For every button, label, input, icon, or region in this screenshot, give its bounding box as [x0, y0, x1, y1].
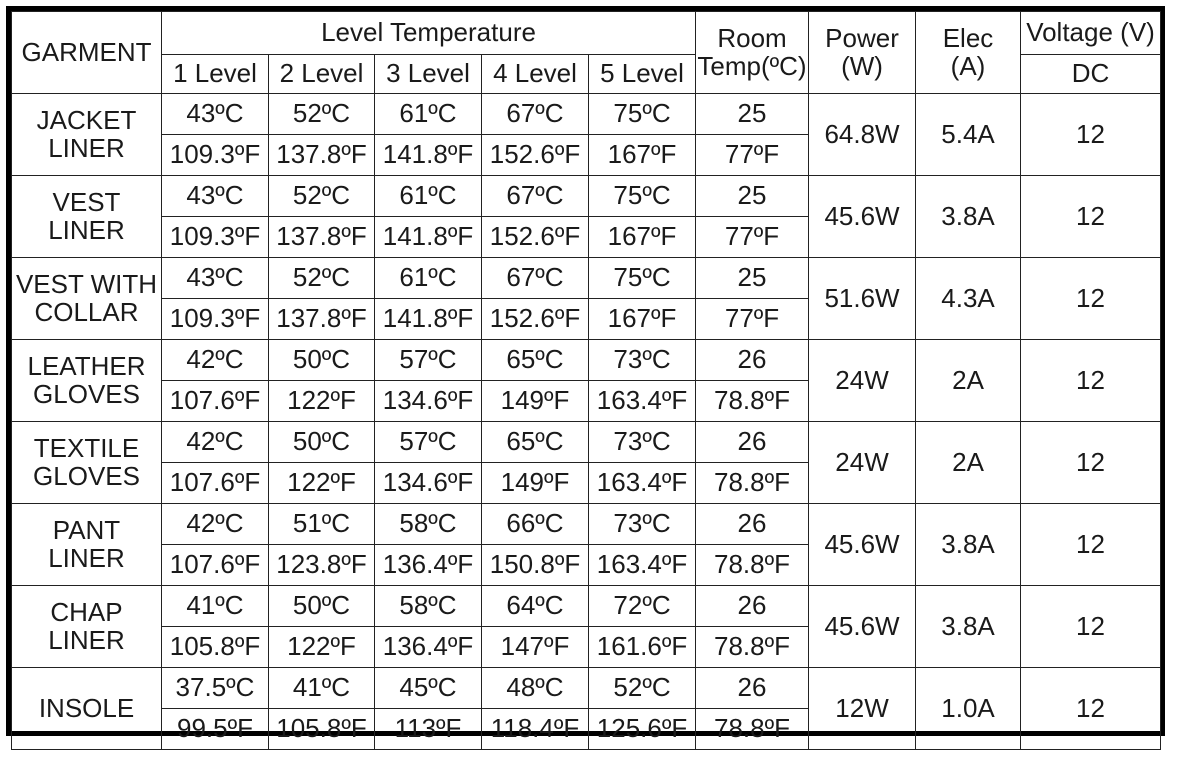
room-temp-fahrenheit-cell: 77ºF [696, 135, 809, 176]
level-5-fahrenheit-cell: 163.4ºF [589, 463, 696, 504]
level-1-fahrenheit-cell: 109.3ºF [162, 299, 269, 340]
garment-name-cell [12, 94, 162, 176]
level-2-celsius-cell: 50ºC [269, 422, 375, 463]
level-3-celsius-cell: 57ºC [375, 340, 482, 381]
room-temp-fahrenheit-cell: 78.8ºF [696, 545, 809, 586]
voltage-cell: 12 [1021, 340, 1161, 422]
level-3-celsius-cell: 57ºC [375, 422, 482, 463]
level-5-celsius-cell: 75ºC [589, 94, 696, 135]
voltage-cell: 12 [1021, 94, 1161, 176]
level-5-celsius-cell: 75ºC [589, 176, 696, 217]
table-body [12, 12, 1161, 750]
garment-name-line: GLOVES [33, 460, 140, 491]
garment-name-line: PANT [52, 515, 121, 546]
room-temp-fahrenheit-cell: 78.8ºF [696, 709, 809, 750]
room-temp-celsius-cell: 25 [696, 94, 809, 135]
garment-name-line: INSOLE [38, 692, 135, 723]
elec-cell: 3.8A [916, 504, 1021, 586]
level-3-fahrenheit-cell: 134.6ºF [375, 463, 482, 504]
level-1-celsius-cell: 41ºC [162, 586, 269, 627]
level-5-fahrenheit-cell: 167ºF [589, 217, 696, 258]
garment-name-line: GLOVES [33, 378, 140, 409]
room-temp-celsius-cell: 26 [696, 586, 809, 627]
voltage-cell: 12 [1021, 504, 1161, 586]
level-3-celsius-cell: 61ºC [375, 176, 482, 217]
level-3-celsius-cell: 61ºC [375, 94, 482, 135]
voltage-cell: 12 [1021, 422, 1161, 504]
voltage-cell: 12 [1021, 176, 1161, 258]
garment-name-line: LEATHER [27, 351, 146, 382]
elec-header-line1: Elec [942, 23, 994, 54]
elec-cell: 2A [916, 340, 1021, 422]
level-4-celsius-cell: 66ºC [482, 504, 589, 545]
level-5-celsius-cell: 73ºC [589, 422, 696, 463]
level-1-celsius-cell: 43ºC [162, 94, 269, 135]
level-5-header: 5 Level [589, 55, 696, 94]
garment-name-line: VEST WITH [15, 269, 158, 300]
level-3-celsius-cell: 45ºC [375, 668, 482, 709]
level-3-fahrenheit-cell: 141.8ºF [375, 135, 482, 176]
power-header-line1: Power [825, 23, 899, 54]
level-1-celsius-cell: 37.5ºC [162, 668, 269, 709]
level-1-fahrenheit-cell: 109.3ºF [162, 135, 269, 176]
garment-name-line: LINER [48, 542, 125, 573]
level-2-celsius-cell: 52ºC [269, 258, 375, 299]
level-4-celsius-cell: 48ºC [482, 668, 589, 709]
garment-name-line: TEXTILE [33, 433, 140, 464]
elec-cell: 3.8A [916, 586, 1021, 668]
power-cell: 64.8W [809, 94, 916, 176]
level-1-celsius-cell: 43ºC [162, 258, 269, 299]
level-4-fahrenheit-cell: 150.8ºF [482, 545, 589, 586]
room-temp-fahrenheit-cell: 77ºF [696, 217, 809, 258]
level-4-fahrenheit-cell: 149ºF [482, 381, 589, 422]
level-2-fahrenheit-cell: 122ºF [269, 381, 375, 422]
voltage-dc-header: DC [1021, 55, 1161, 94]
room-temp-celsius-cell: 25 [696, 258, 809, 299]
level-1-fahrenheit-cell: 107.6ºF [162, 463, 269, 504]
level-5-fahrenheit-cell: 161.6ºF [589, 627, 696, 668]
room-temp-celsius-cell: 25 [696, 176, 809, 217]
garment-name-line: JACKET [36, 105, 137, 136]
spec-table-frame [6, 6, 1165, 744]
room-temp-celsius-cell: 26 [696, 668, 809, 709]
garment-name-cell [12, 504, 162, 586]
level-5-fahrenheit-cell: 163.4ºF [589, 545, 696, 586]
level-1-celsius-cell: 42ºC [162, 422, 269, 463]
level-2-celsius-cell: 50ºC [269, 586, 375, 627]
level-2-celsius-cell: 51ºC [269, 504, 375, 545]
level-5-celsius-cell: 52ºC [589, 668, 696, 709]
garment-name-cell [12, 422, 162, 504]
room-temp-fahrenheit-cell: 78.8ºF [696, 381, 809, 422]
heated-garment-spec-table [11, 11, 1161, 750]
garment-name-line: COLLAR [34, 296, 139, 327]
elec-cell: 4.3A [916, 258, 1021, 340]
elec-cell: 3.8A [916, 176, 1021, 258]
power-header [809, 12, 916, 94]
elec-cell: 2A [916, 422, 1021, 504]
level-4-celsius-cell: 65ºC [482, 422, 589, 463]
level-1-celsius-cell: 42ºC [162, 504, 269, 545]
garment-header: GARMENT [12, 12, 162, 94]
table-row-celsius [12, 504, 1161, 545]
level-3-celsius-cell: 58ºC [375, 586, 482, 627]
level-3-header: 3 Level [375, 55, 482, 94]
power-cell: 24W [809, 422, 916, 504]
level-1-fahrenheit-cell: 107.6ºF [162, 381, 269, 422]
level-3-fahrenheit-cell: 136.4ºF [375, 545, 482, 586]
room-temp-fahrenheit-cell: 78.8ºF [696, 463, 809, 504]
level-2-fahrenheit-cell: 137.8ºF [269, 135, 375, 176]
level-2-celsius-cell: 52ºC [269, 176, 375, 217]
voltage-cell: 12 [1021, 258, 1161, 340]
elec-header [916, 12, 1021, 94]
power-cell: 45.6W [809, 176, 916, 258]
level-5-celsius-cell: 75ºC [589, 258, 696, 299]
garment-name-cell [12, 586, 162, 668]
level-1-header: 1 Level [162, 55, 269, 94]
level-4-celsius-cell: 65ºC [482, 340, 589, 381]
table-row-celsius [12, 176, 1161, 217]
level-temperature-header: Level Temperature [162, 12, 696, 55]
room-temp-celsius-cell: 26 [696, 422, 809, 463]
level-5-celsius-cell: 73ºC [589, 340, 696, 381]
level-4-celsius-cell: 67ºC [482, 258, 589, 299]
room-temp-header-line1: Room [717, 23, 787, 54]
level-1-fahrenheit-cell: 99.5ºF [162, 709, 269, 750]
elec-header-line2: (A) [950, 50, 986, 81]
level-5-fahrenheit-cell: 125.6ºF [589, 709, 696, 750]
level-1-fahrenheit-cell: 107.6ºF [162, 545, 269, 586]
garment-name-cell [12, 340, 162, 422]
level-4-fahrenheit-cell: 147ºF [482, 627, 589, 668]
voltage-cell: 12 [1021, 668, 1161, 750]
room-temp-header [696, 12, 809, 94]
level-3-celsius-cell: 58ºC [375, 504, 482, 545]
level-1-fahrenheit-cell: 109.3ºF [162, 217, 269, 258]
power-header-line2: (W) [841, 50, 883, 81]
level-2-fahrenheit-cell: 137.8ºF [269, 217, 375, 258]
level-3-fahrenheit-cell: 141.8ºF [375, 217, 482, 258]
level-5-fahrenheit-cell: 167ºF [589, 299, 696, 340]
level-4-fahrenheit-cell: 149ºF [482, 463, 589, 504]
level-2-fahrenheit-cell: 105.8ºF [269, 709, 375, 750]
level-2-fahrenheit-cell: 137.8ºF [269, 299, 375, 340]
table-row-celsius [12, 668, 1161, 709]
level-2-fahrenheit-cell: 122ºF [269, 463, 375, 504]
garment-name-line: LINER [48, 132, 125, 163]
garment-name-line: VEST [52, 187, 121, 218]
room-temp-header-line2: Temp(ºC) [697, 50, 807, 81]
level-4-fahrenheit-cell: 152.6ºF [482, 217, 589, 258]
level-4-fahrenheit-cell: 152.6ºF [482, 299, 589, 340]
level-4-fahrenheit-cell: 152.6ºF [482, 135, 589, 176]
elec-cell: 1.0A [916, 668, 1021, 750]
level-5-celsius-cell: 72ºC [589, 586, 696, 627]
level-4-fahrenheit-cell: 118.4ºF [482, 709, 589, 750]
level-3-celsius-cell: 61ºC [375, 258, 482, 299]
power-cell: 51.6W [809, 258, 916, 340]
elec-cell: 5.4A [916, 94, 1021, 176]
garment-name-cell [12, 668, 162, 750]
garment-name-cell [12, 258, 162, 340]
level-2-header: 2 Level [269, 55, 375, 94]
level-1-celsius-cell: 42ºC [162, 340, 269, 381]
room-temp-celsius-cell: 26 [696, 504, 809, 545]
level-4-celsius-cell: 67ºC [482, 94, 589, 135]
table-row-celsius [12, 258, 1161, 299]
level-2-fahrenheit-cell: 122ºF [269, 627, 375, 668]
table-row-celsius [12, 94, 1161, 135]
level-4-header: 4 Level [482, 55, 589, 94]
power-cell: 45.6W [809, 586, 916, 668]
level-1-celsius-cell: 43ºC [162, 176, 269, 217]
room-temp-celsius-cell: 26 [696, 340, 809, 381]
level-2-celsius-cell: 52ºC [269, 94, 375, 135]
level-1-fahrenheit-cell: 105.8ºF [162, 627, 269, 668]
room-temp-fahrenheit-cell: 78.8ºF [696, 627, 809, 668]
level-3-fahrenheit-cell: 134.6ºF [375, 381, 482, 422]
level-4-celsius-cell: 67ºC [482, 176, 589, 217]
level-2-celsius-cell: 41ºC [269, 668, 375, 709]
table-row-celsius [12, 422, 1161, 463]
garment-name-line: CHAP [50, 597, 123, 628]
power-cell: 12W [809, 668, 916, 750]
level-5-fahrenheit-cell: 167ºF [589, 135, 696, 176]
header-row-1 [12, 12, 1161, 55]
table-row-celsius [12, 586, 1161, 627]
voltage-header: Voltage (V) [1021, 12, 1161, 55]
room-temp-fahrenheit-cell: 77ºF [696, 299, 809, 340]
garment-name-line: LINER [48, 624, 125, 655]
level-3-fahrenheit-cell: 113ºF [375, 709, 482, 750]
level-2-fahrenheit-cell: 123.8ºF [269, 545, 375, 586]
garment-name-line: LINER [48, 214, 125, 245]
voltage-cell: 12 [1021, 586, 1161, 668]
power-cell: 24W [809, 340, 916, 422]
level-2-celsius-cell: 50ºC [269, 340, 375, 381]
level-3-fahrenheit-cell: 136.4ºF [375, 627, 482, 668]
level-5-fahrenheit-cell: 163.4ºF [589, 381, 696, 422]
level-4-celsius-cell: 64ºC [482, 586, 589, 627]
level-5-celsius-cell: 73ºC [589, 504, 696, 545]
power-cell: 45.6W [809, 504, 916, 586]
level-3-fahrenheit-cell: 141.8ºF [375, 299, 482, 340]
garment-name-cell [12, 176, 162, 258]
table-row-celsius [12, 340, 1161, 381]
